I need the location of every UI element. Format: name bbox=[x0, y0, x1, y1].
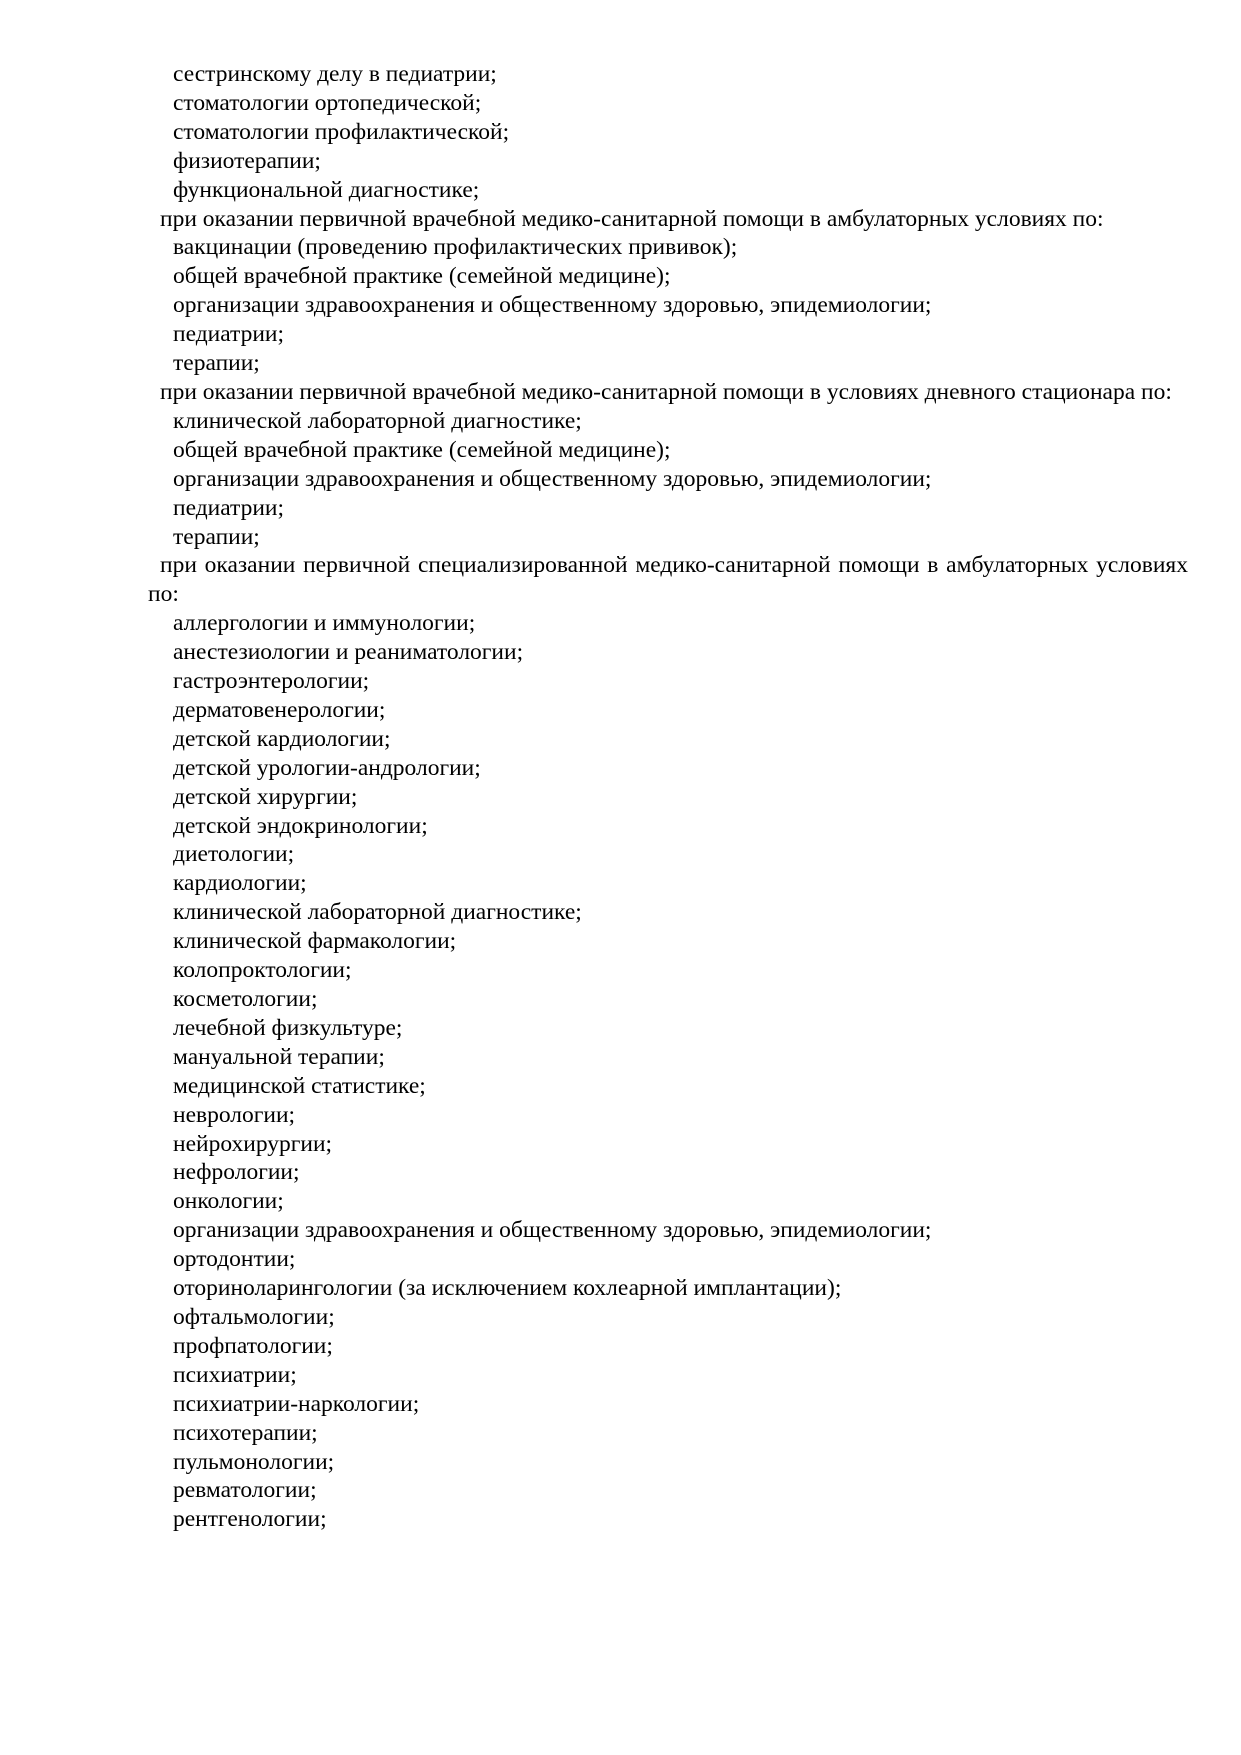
list-item: нейрохирургии; bbox=[173, 1130, 333, 1157]
list-item: стоматологии профилактической; bbox=[173, 118, 510, 145]
list-item: лечебной физкультуре; bbox=[173, 1014, 403, 1041]
list-item: ортодонтии; bbox=[173, 1246, 296, 1273]
list-item: ревматологии; bbox=[173, 1477, 317, 1504]
list-item: психиатрии-наркологии; bbox=[173, 1390, 420, 1417]
list-item: педиатрии; bbox=[173, 321, 285, 348]
list-item: организации здравоохранения и общественному здоровью, эпидемиологии; bbox=[173, 1217, 932, 1244]
list-item: дерматовенерологии; bbox=[173, 696, 386, 723]
list-item: неврологии; bbox=[173, 1101, 296, 1128]
list-item: диетологии; bbox=[173, 841, 295, 868]
list-item: сестринскому делу в педиатрии; bbox=[173, 61, 497, 87]
list-item: клинической лабораторной диагностике; bbox=[173, 407, 582, 434]
list-item: детской урологии-андрологии; bbox=[173, 754, 481, 781]
list-item: косметологии; bbox=[173, 986, 318, 1012]
list-item: оториноларингологии (за исключением кохлеарной имплантации); bbox=[173, 1275, 842, 1302]
section-heading: при оказании первичной врачебной медико-санитарной помощи в условиях дневного стационара по: bbox=[160, 378, 1172, 405]
list-item: нефрологии; bbox=[173, 1159, 300, 1186]
list-item: физиотерапии; bbox=[173, 147, 321, 174]
list-item: колопроктологии; bbox=[173, 957, 352, 984]
list-item: организации здравоохранения и общественному здоровью, эпидемиологии; bbox=[173, 465, 932, 492]
section-heading: при оказании первичной врачебной медико-санитарной помощи в амбулаторных условиях по: bbox=[160, 205, 1104, 232]
list-item: офтальмологии; bbox=[173, 1303, 335, 1330]
list-item: гастроэнтерологии; bbox=[173, 668, 370, 695]
list-item: кардиологии; bbox=[173, 870, 307, 897]
list-item: организации здравоохранения и общественному здоровью, эпидемиологии; bbox=[173, 292, 932, 319]
list-item: психотерапии; bbox=[173, 1419, 318, 1446]
list-item: профпатологии; bbox=[173, 1332, 333, 1359]
list-item: общей врачебной практике (семейной медицине); bbox=[173, 436, 671, 463]
list-item: клинической лабораторной диагностике; bbox=[173, 899, 582, 926]
list-item: клинической фармакологии; bbox=[173, 928, 457, 955]
list-item: мануальной терапии; bbox=[173, 1043, 385, 1070]
list-item: терапии; bbox=[173, 523, 260, 550]
list-item: рентгенологии; bbox=[173, 1506, 327, 1533]
list-item: детской кардиологии; bbox=[173, 725, 391, 752]
list-item: анестезиологии и реаниматологии; bbox=[173, 639, 524, 666]
list-item: общей врачебной практике (семейной медицине); bbox=[173, 263, 671, 290]
list-item: терапии; bbox=[173, 350, 260, 377]
list-item: детской хирургии; bbox=[173, 783, 358, 810]
list-item: стоматологии ортопедической; bbox=[173, 89, 482, 116]
list-item: психиатрии; bbox=[173, 1361, 297, 1388]
section-heading: при оказании первичной специализированной медико-санитарной помощи в амбулаторных условиях по: bbox=[148, 552, 1188, 608]
list-item: вакцинации (проведению профилактических прививок); bbox=[173, 234, 738, 261]
document-body bbox=[148, 60, 1188, 1534]
list-item: детской эндокринологии; bbox=[173, 812, 428, 839]
list-item: пульмонологии; bbox=[173, 1448, 335, 1475]
list-item: функциональной диагностике; bbox=[173, 176, 480, 203]
list-item: медицинской статистике; bbox=[173, 1072, 426, 1099]
list-item: педиатрии; bbox=[173, 494, 285, 521]
list-item: аллергологии и иммунологии; bbox=[173, 610, 476, 637]
list-item: онкологии; bbox=[173, 1188, 284, 1215]
